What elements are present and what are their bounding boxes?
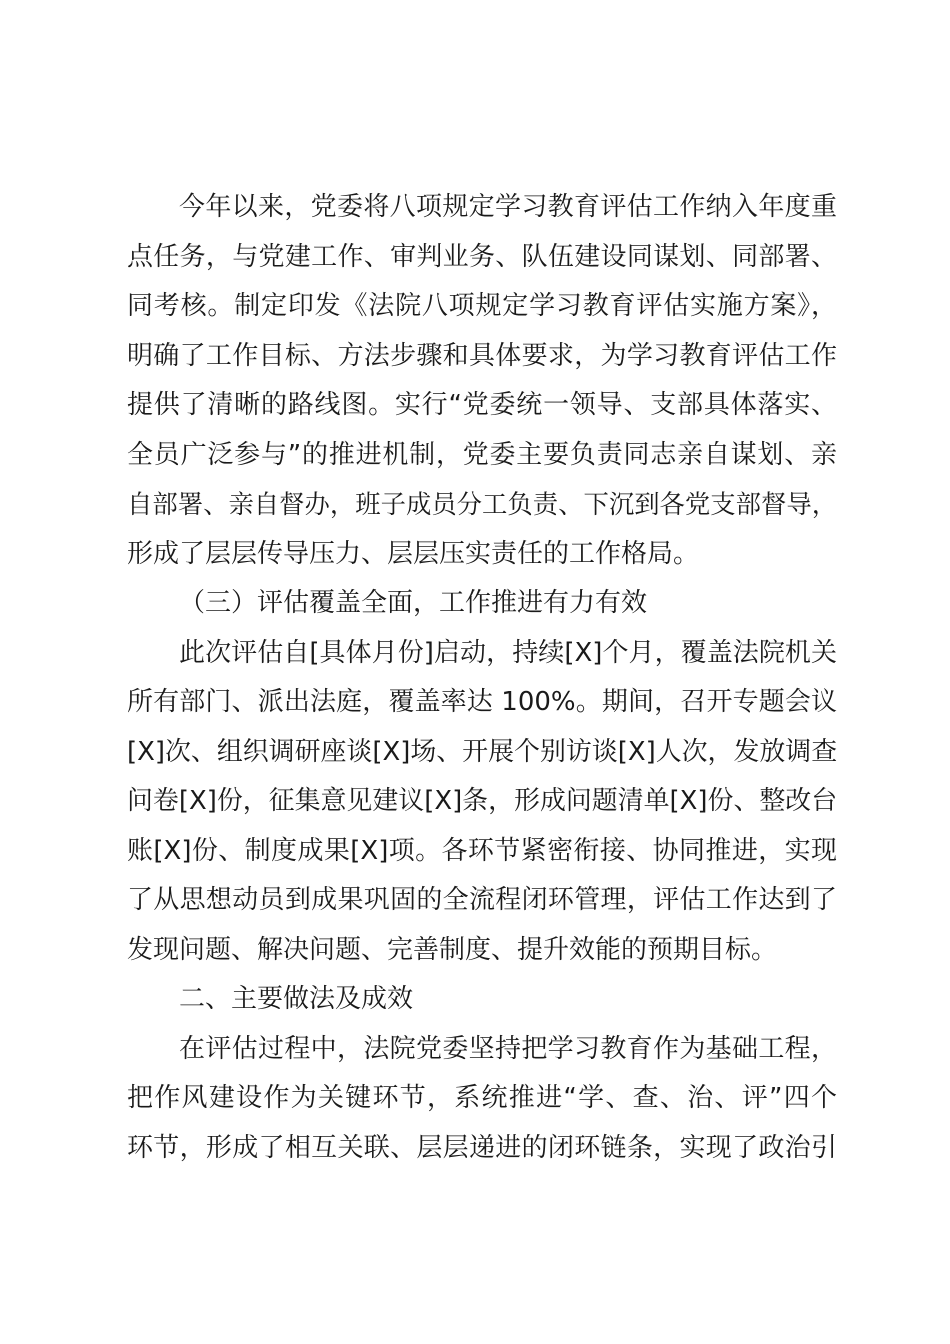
paragraph-line: 问卷[X]份，征集意见建议[X]条，形成问题清单[X]份、整改台 <box>127 786 838 816</box>
section-heading: 二、主要做法及成效 <box>179 984 414 1014</box>
section-heading: （三）评估覆盖全面，工作推进有力有效 <box>179 588 648 618</box>
paragraph-line: [X]次、组织调研座谈[X]场、开展个别访谈[X]人次，发放调查 <box>127 736 838 767</box>
paragraph-line: 自部署、亲自督办，班子成员分工负责、下沉到各党支部督导， <box>127 489 838 519</box>
body-text <box>127 183 837 1173</box>
paragraph-line: 了从思想动员到成果巩固的全流程闭环管理，评估工作达到了 <box>127 885 837 915</box>
paragraph-line: 在评估过程中，法院党委坚持把学习教育作为基础工程， <box>179 1033 837 1064</box>
paragraph-line: 把作风建设作为关键环节，系统推进“学、查、治、评”四个 <box>127 1083 837 1113</box>
paragraph-line: 账[X]份、制度成果[X]项。各环节紧密衔接、协同推进，实现 <box>127 835 837 866</box>
paragraph-line: 明确了工作目标、方法步骤和具体要求，为学习教育评估工作 <box>127 340 837 371</box>
paragraph-line: 提供了清晰的路线图。实行“党委统一领导、支部具体落实、 <box>127 390 837 420</box>
paragraph-line: 环节，形成了相互关联、层层递进的闭环链条，实现了政治引 <box>127 1132 837 1163</box>
paragraph-line: 所有部门、派出法庭，覆盖率达 100%。期间，召开专题会议 <box>127 687 837 717</box>
paragraph-line: 全员广泛参与”的推进机制，党委主要负责同志亲自谋划、亲 <box>127 439 837 470</box>
paragraph-line: 此次评估自[具体月份]启动，持续[X]个月，覆盖法院机关 <box>179 637 837 668</box>
paragraph-line: 点任务，与党建工作、审判业务、队伍建设同谋划、同部署、 <box>127 241 837 272</box>
paragraph-line: 发现问题、解决问题、完善制度、提升效能的预期目标。 <box>127 934 778 965</box>
paragraph-line: 今年以来，党委将八项规定学习教育评估工作纳入年度重 <box>179 192 837 222</box>
paragraph-line: 同考核。制定印发《法院八项规定学习教育评估实施方案》， <box>127 291 837 321</box>
paragraph-line: 形成了层层传导压力、层层压实责任的工作格局。 <box>127 538 700 569</box>
